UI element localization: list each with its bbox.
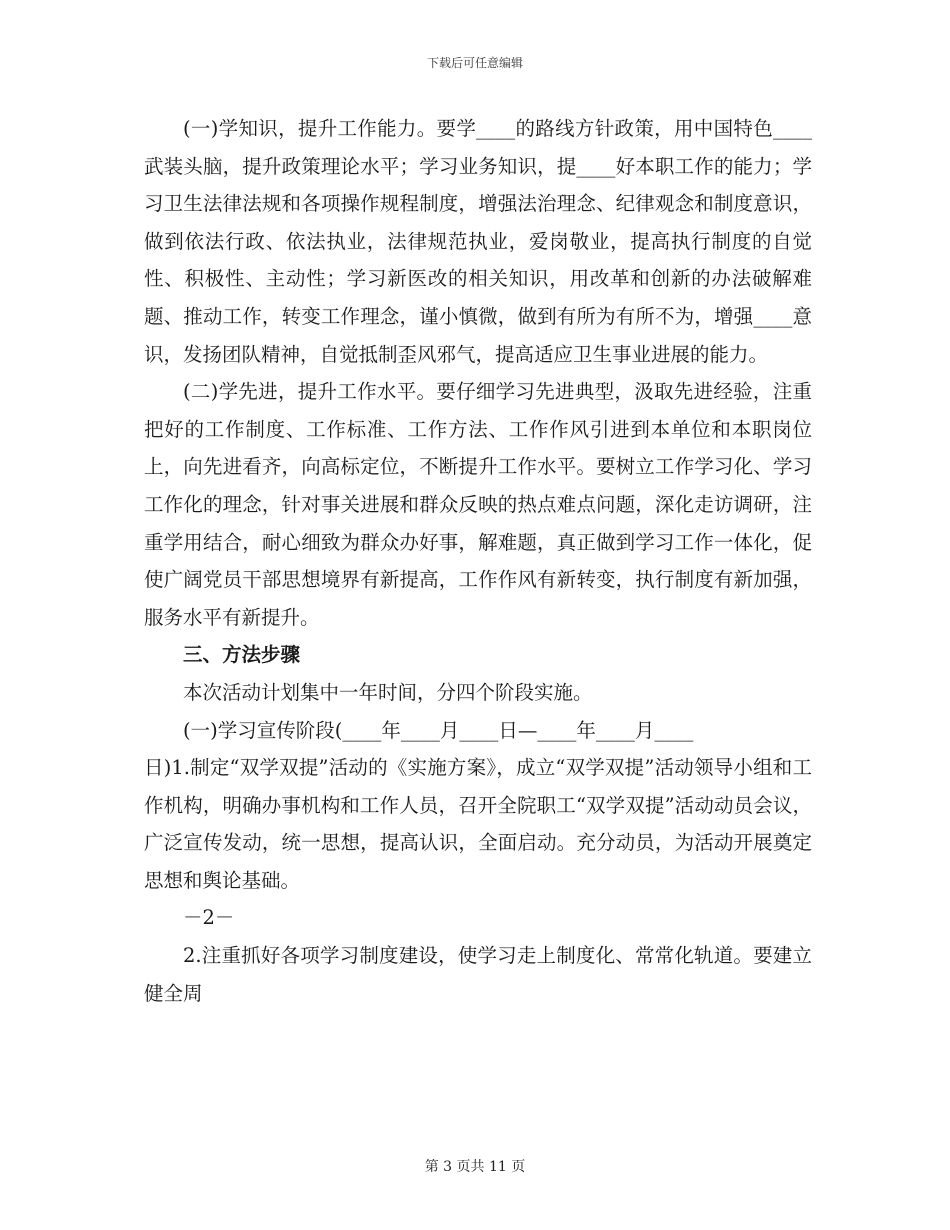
paragraph-study-advanced: (二)学先进，提升工作水平。要仔细学习先进典型，汲取先进经验，注重把好的工作制度、工作标准、工作方法、工作作风引进到本单位和本职岗位上，向先进看齐，向高标定位，不断提升工作水平。要树立工作学习化、学习工作化的理念，针对事关进展和群众反映的热点难点问题，深化走访调研，注重学用结合，耐心细致为群众办好事，解难题，真正做到学习工作一体化，促使广阔党员干部思想境界有新提高，工作作风有新转变，执行制度有新加强，服务水平有新提升。 bbox=[144, 380, 812, 629]
paragraph-stage-one-tasks: 日)1.制定“双学双提”活动的《实施方案》，成立“双学双提”活动领导小组和工作机构，明确办事机构和工作人员，召开全院职工“双学双提”活动动员会议，广泛宣传发动，统一思想，提高认识，全面启动。充分动员，为活动开展奠定思想和舆论基础。 bbox=[144, 756, 812, 892]
paragraph-plan-overview: 本次活动计划集中一年时间，分四个阶段实施。 bbox=[183, 680, 593, 704]
section-heading-methods: 三、方法步骤 bbox=[183, 643, 301, 667]
document-body bbox=[144, 110, 812, 1012]
inner-page-number: －2－ bbox=[183, 906, 235, 930]
paragraph-study-knowledge: (一)学知识，提升工作能力。要学____的路线方针政策，用中国特色____武装头脑，提升政策理论水平；学习业务知识，提____好本职工作的能力；学习卫生法律法规和各项操作规程制度，增强法治理念、纪律观念和制度意识，做到依法行政、依法执业，法律规范执业，爱岗敬业，提高执行制度的自觉性、积极性、主动性；学习新医改的相关知识，用改革和创新的办法破解难题、推动工作，转变工作理念，谨小慎微，做到有所为有所不为，增强____意识，发扬团队精神，自觉抵制歪风邪气，提高适应卫生事业进展的能力。 bbox=[144, 117, 812, 366]
page-header: 下载后可任意编辑 bbox=[426, 56, 523, 70]
paragraph-stage-one-dates: (一)学习宣传阶段(____年____月____日—____年____月____ bbox=[183, 718, 694, 742]
paragraph-study-system: 2.注重抓好各项学习制度建设，使学习走上制度化、常常化轨道。要建立健全周 bbox=[144, 944, 812, 1005]
page-footer: 第 3 页共 11 页 bbox=[424, 1159, 526, 1175]
